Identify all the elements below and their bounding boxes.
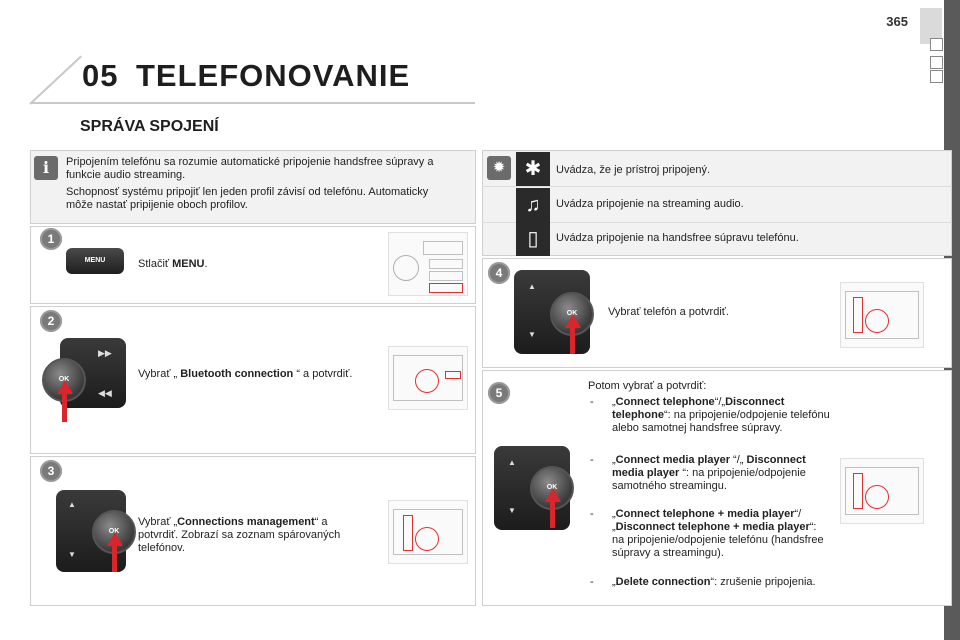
bluetooth-icon: ✱ [516, 152, 550, 186]
step-5-thumbnail [840, 458, 924, 524]
list-dash: - [590, 576, 594, 588]
title-diagonal [29, 56, 82, 105]
red-arrow-stem [62, 392, 67, 422]
chapter-number: 05 [82, 58, 119, 93]
legend-divider [482, 222, 952, 223]
menu-button: MENU [66, 248, 124, 274]
step-5-badge: 5 [488, 382, 510, 404]
step-3-text: Vybrať „Connections management“ a potvrdiť. Zobrazí sa zoznam spárovaných telefónov. [138, 516, 341, 554]
page-number: 365 [886, 14, 908, 29]
scroll-buttons-pad: ▲ ▼ [56, 490, 126, 572]
option-delete-connection: „Delete connection“: zrušenie pripojenia. [612, 576, 816, 588]
step-1-thumbnail [388, 232, 468, 296]
step-3-badge: 3 [40, 460, 62, 482]
red-arrow-up [565, 314, 581, 328]
title-underline [30, 102, 475, 104]
red-arrow-up [57, 380, 73, 394]
info-text-1: Pripojením telefónu sa rozumie automatické pripojenie handsfree súpravy a funkcie audio streaming. [66, 156, 434, 181]
scroll-buttons-pad: ▲ ▼ [494, 446, 570, 530]
ok-knob: OK [550, 292, 594, 336]
red-arrow-up [545, 488, 561, 502]
side-marker-box [930, 38, 943, 51]
option-connect-telephone: „Connect telephone“/„Disconnect telephone“: na pripojenie/odpojenie telefónu alebo samotnej handsfree súpravy. [612, 396, 830, 434]
phone-icon: ▯ [516, 222, 550, 256]
step-2-badge: 2 [40, 310, 62, 332]
list-dash: - [590, 508, 594, 520]
scroll-buttons-pad: ▲ ▼ [514, 270, 590, 354]
ok-knob: OK [530, 466, 574, 510]
legend-text-handsfree: Uvádza pripojenie na handsfree súpravu telefónu. [556, 232, 799, 244]
section-title: SPRÁVA SPOJENÍ [80, 118, 219, 135]
step-1-text: Stlačiť MENU. [138, 258, 208, 270]
legend-divider [482, 186, 952, 187]
step-1-badge: 1 [40, 228, 62, 250]
option-connect-media-player: „Connect media player “/„ Disconnect media player “: na pripojenie/odpojenie samotného streamingu. [612, 454, 806, 492]
red-arrow-up [107, 532, 123, 546]
red-arrow-stem [570, 326, 575, 354]
info-icon: i [34, 156, 58, 180]
step-5-intro: Potom vybrať a potvrdiť: [588, 380, 707, 392]
step-4-text: Vybrať telefón a potvrdiť. [608, 306, 729, 318]
step-4-badge: 4 [488, 262, 510, 284]
ok-knob: OK [92, 510, 136, 554]
step-2-text: Vybrať „ Bluetooth connection “ a potvrdiť. [138, 368, 353, 380]
legend-text-streaming: Uvádza pripojenie na streaming audio. [556, 198, 744, 210]
seek-buttons-pad: ▶▶ ◀◀ [60, 338, 126, 408]
red-arrow-stem [550, 500, 555, 528]
step-3-thumbnail [388, 500, 468, 564]
sun-icon: ✹ [487, 156, 511, 180]
side-marker-box [930, 70, 943, 83]
side-marker-box [930, 56, 943, 69]
legend-text-bluetooth: Uvádza, že je prístroj pripojený. [556, 164, 711, 176]
chapter-title: TELEFONOVANIE [136, 58, 411, 93]
red-arrow-stem [112, 544, 117, 572]
step-4-thumbnail [840, 282, 924, 348]
step-2-thumbnail [388, 346, 468, 410]
music-note-icon: ♫ [516, 188, 550, 222]
ok-knob: OK [42, 358, 86, 402]
list-dash: - [590, 454, 594, 466]
option-connect-telephone-media: „Connect telephone + media player“/„Disconnect telephone + media player“: na pripojenie/odpojenie telefónu (handsfree súpravy a streamingu). [612, 508, 824, 559]
info-text-2: Schopnosť systému pripojiť len jeden profil závisí od telefónu. Automaticky môže nastať pripijenie oboch profilov. [66, 186, 429, 211]
list-dash: - [590, 396, 594, 408]
